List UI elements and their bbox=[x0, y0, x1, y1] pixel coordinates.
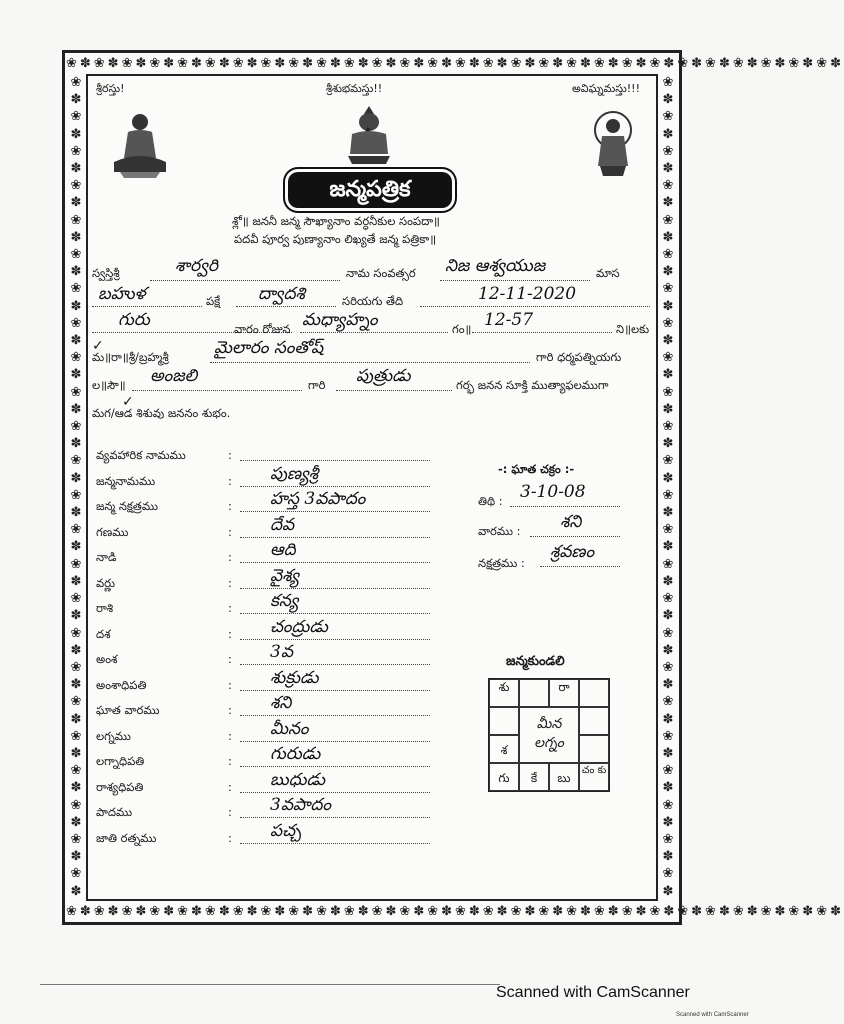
paksha-value: బహుళ bbox=[98, 284, 146, 304]
mother-mid: గారి bbox=[308, 378, 326, 392]
document-title: జన్మపత్రిక bbox=[288, 172, 452, 208]
detail-label: రాశ్యధిపతి bbox=[96, 779, 144, 794]
ghata-nakshatra-label: నక్షత్రము : bbox=[478, 556, 525, 570]
shloka-line-2: పదవీ పూర్వ పుణ్యానాం లిఖ్యతే జన్మ పత్రికా॥ bbox=[234, 232, 437, 246]
detail-line bbox=[240, 639, 430, 640]
sage-deity-icon bbox=[110, 110, 170, 180]
kundali-center bbox=[519, 707, 579, 763]
kundali-cell: శ bbox=[489, 735, 519, 763]
detail-line bbox=[240, 588, 430, 589]
left-blessing: శ్రీరస్తు! bbox=[96, 82, 125, 95]
detail-colon: : bbox=[228, 652, 232, 666]
detail-colon: : bbox=[228, 703, 232, 717]
kundali-cell: కే bbox=[519, 763, 549, 791]
paksha-label: పక్షే bbox=[206, 294, 221, 308]
detail-line bbox=[240, 690, 430, 691]
ganta-label: గం॥ bbox=[452, 322, 472, 336]
masa-line bbox=[440, 280, 590, 281]
ghata-heading: -: ఘాత చక్రం :- bbox=[498, 462, 575, 476]
scanner-watermark: Scanned with CamScanner bbox=[496, 984, 690, 1001]
detail-colon: : bbox=[228, 499, 232, 513]
ghata-vara-line bbox=[530, 536, 620, 537]
top-ornament-band: ❀✽❀✽❀✽❀✽❀✽❀✽❀✽❀✽❀✽❀✽❀✽❀✽❀✽❀✽❀✽❀✽❀✽❀✽❀✽❀✽❀✽❀✽❀✽❀✽❀✽❀✽❀✽❀✽ bbox=[66, 56, 844, 71]
detail-value: శుక్రుడు bbox=[270, 667, 319, 688]
detail-line bbox=[240, 537, 430, 538]
detail-line bbox=[240, 843, 430, 844]
ghata-vara-value: శని bbox=[560, 512, 582, 532]
ghata-vara-label: వారము : bbox=[478, 524, 521, 538]
kundali-heading: జన్మకుండలి bbox=[506, 654, 565, 669]
samvatsara-label: నామ సంవత్సర bbox=[346, 266, 416, 280]
kundali-cell bbox=[579, 735, 609, 763]
vara-label: వారం రోజున bbox=[234, 322, 291, 336]
detail-value: ఆది bbox=[270, 540, 296, 560]
kundali-cell: చం కు bbox=[579, 763, 609, 791]
detail-colon: : bbox=[228, 728, 232, 743]
kundali-cell bbox=[579, 679, 609, 707]
tithi-value: ద్వాదశి bbox=[258, 284, 305, 304]
time-value: 12-57 bbox=[484, 310, 534, 330]
child-line bbox=[336, 390, 452, 391]
goddess-icon bbox=[590, 110, 636, 178]
detail-value: వైశ్య bbox=[270, 565, 300, 586]
masa-value: నిజ ఆశ్వయుజ bbox=[445, 256, 546, 276]
detail-label: లగ్నము bbox=[96, 728, 131, 743]
detail-colon: : bbox=[228, 677, 232, 692]
detail-value: మీనం bbox=[270, 718, 309, 739]
detail-label: పాదము bbox=[96, 805, 133, 819]
kundali-cell: గు bbox=[489, 763, 519, 791]
swasti-label: స్వస్తిశ్రీ bbox=[92, 266, 120, 280]
detail-value: కన్య bbox=[270, 591, 299, 611]
left-ornament-band: ❀ ✽ ❀ ✽ ❀ ✽ ❀ ✽ ❀ ✽ ❀ ✽ ❀ ✽ ❀ ✽ ❀ ✽ ❀ ✽ ❀ ✽ ❀ ✽ ❀ ✽ ❀ ✽ ❀ ✽ ❀ ✽ ❀ ✽ ❀ ✽ ❀ ✽ ❀ ✽ ❀ ✽ ❀ ✽ ❀ ✽ ❀ ✽ bbox=[70, 75, 82, 899]
kundali-cell bbox=[579, 707, 609, 735]
closing-line: మగ/ఆడ శిశువు జననం శుభం. bbox=[92, 406, 231, 420]
detail-value: బుధుడు bbox=[270, 769, 325, 790]
check-mark-icon: ✓ bbox=[122, 394, 134, 410]
detail-label: గణము bbox=[96, 524, 129, 539]
kundali-cell bbox=[489, 707, 519, 735]
father-line bbox=[210, 362, 530, 363]
detail-label: వర్ణు bbox=[96, 575, 115, 590]
detail-line bbox=[240, 766, 430, 767]
time-line bbox=[472, 332, 612, 333]
detail-label: వ్యవహారిక నామము bbox=[96, 448, 186, 462]
bottom-ornament-band: ❀✽❀✽❀✽❀✽❀✽❀✽❀✽❀✽❀✽❀✽❀✽❀✽❀✽❀✽❀✽❀✽❀✽❀✽❀✽❀✽❀✽❀✽❀✽❀✽❀✽❀✽❀✽❀✽ bbox=[66, 904, 844, 919]
detail-label: దశ bbox=[96, 626, 111, 641]
detail-value: చంద్రుడు bbox=[270, 616, 328, 637]
detail-label: రాశి bbox=[96, 601, 114, 615]
check-mark-icon: ✓ bbox=[92, 338, 104, 354]
mother-suffix: గర్భ జనన సూక్తి ముత్యాఫలముగా bbox=[456, 378, 609, 392]
right-ornament-band: ❀ ✽ ❀ ✽ ❀ ✽ ❀ ✽ ❀ ✽ ❀ ✽ ❀ ✽ ❀ ✽ ❀ ✽ ❀ ✽ ❀ ✽ ❀ ✽ ❀ ✽ ❀ ✽ ❀ ✽ ❀ ✽ ❀ ✽ ❀ ✽ ❀ ✽ ❀ ✽ ❀ ✽ ❀ ✽ ❀ ✽ ❀ ✽ bbox=[662, 75, 674, 899]
vara-value: గురు bbox=[118, 310, 150, 330]
detail-value: శని bbox=[270, 693, 292, 713]
detail-value: 3వపాదం bbox=[270, 795, 332, 815]
samvatsara-line bbox=[150, 280, 340, 281]
detail-colon: : bbox=[228, 550, 232, 564]
time-of-day-value: మధ్యాహ్నం bbox=[302, 310, 378, 330]
date-label: సరియగు తేది bbox=[342, 294, 404, 308]
detail-line bbox=[240, 715, 430, 716]
scanner-watermark-small: Scanned with CamScanner bbox=[676, 1012, 749, 1018]
detail-value: హస్త 3వపాదం bbox=[270, 489, 366, 509]
detail-colon: : bbox=[228, 448, 232, 462]
detail-colon: : bbox=[228, 473, 232, 488]
detail-value: గురుడు bbox=[270, 744, 321, 764]
father-value: మైలారం సంతోష్ bbox=[214, 338, 324, 358]
father-prefix: మ॥రా॥శ్రీ/బ్రహ్మశ్రీ bbox=[92, 350, 169, 364]
detail-label: జన్మ నక్షత్రము bbox=[96, 499, 159, 513]
mother-prefix: ల॥సౌ॥ bbox=[92, 378, 126, 392]
detail-colon: : bbox=[228, 830, 232, 845]
detail-label: అంశ bbox=[96, 652, 118, 666]
center-blessing: శ్రీశుభమస్తు!! bbox=[326, 82, 383, 95]
father-suffix: గారి ధర్మపత్నియగు bbox=[536, 350, 622, 364]
detail-line bbox=[240, 792, 430, 793]
kundali-cell: బు bbox=[549, 763, 579, 791]
detail-label: జాతి రత్నము bbox=[96, 830, 157, 845]
detail-value: 3వ bbox=[270, 642, 293, 662]
right-blessing: అవిఘ్నమస్తు!!! bbox=[572, 82, 640, 95]
shloka-line-1: శ్లో॥ జననీ జన్మ సౌఖ్యానాం వర్ధనీకుల సంపదా॥ bbox=[232, 214, 440, 228]
detail-label: జన్మనామము bbox=[96, 473, 156, 488]
detail-line bbox=[240, 817, 430, 818]
detail-colon: : bbox=[228, 601, 232, 615]
detail-colon: : bbox=[228, 754, 232, 768]
kundali-center-line-2: లగ్నం bbox=[534, 735, 564, 751]
kundali-cell: రా bbox=[549, 679, 579, 707]
detail-value: పుణ్యశ్రీ bbox=[270, 463, 319, 484]
detail-line bbox=[240, 562, 430, 563]
kundali-center-line-1: మీన bbox=[536, 716, 562, 732]
ganesha-icon bbox=[344, 104, 394, 166]
ghata-nakshatra-value: శ్రవణం bbox=[550, 542, 595, 562]
child-value: పుత్రుడు bbox=[356, 366, 411, 386]
detail-line bbox=[240, 460, 430, 461]
nimi-label: ని॥లకు bbox=[616, 322, 650, 336]
detail-value: దేవ bbox=[270, 514, 295, 535]
detail-line bbox=[240, 613, 430, 614]
date-value: 12-11-2020 bbox=[478, 284, 577, 304]
detail-line bbox=[240, 486, 430, 487]
detail-label: నాడి bbox=[96, 550, 117, 564]
detail-label: లగ్నాధిపతి bbox=[96, 754, 145, 768]
kundali-cell bbox=[519, 679, 549, 707]
detail-colon: : bbox=[228, 575, 232, 590]
detail-label: అంశాధిపతి bbox=[96, 677, 147, 692]
ghata-tithi-label: తిథి : bbox=[478, 494, 503, 508]
detail-line bbox=[240, 664, 430, 665]
ghata-tithi-line bbox=[510, 506, 620, 507]
detail-colon: : bbox=[228, 626, 232, 641]
detail-colon: : bbox=[228, 524, 232, 539]
detail-colon: : bbox=[228, 779, 232, 794]
kundali-cell: శు bbox=[489, 679, 519, 707]
mother-line bbox=[132, 390, 302, 391]
kundali-grid bbox=[488, 678, 610, 792]
date-line bbox=[420, 306, 650, 307]
masa-label: మాస bbox=[596, 266, 620, 280]
detail-label: ఘాత వారము bbox=[96, 703, 160, 717]
samvatsara-value: శార్వరి bbox=[175, 256, 218, 276]
detail-line bbox=[240, 741, 430, 742]
ghata-tithi-value: 3-10-08 bbox=[520, 482, 586, 502]
mother-value: అంజలి bbox=[150, 366, 198, 386]
detail-colon: : bbox=[228, 805, 232, 819]
footer-divider bbox=[40, 984, 500, 985]
ghata-nakshatra-line bbox=[540, 566, 620, 567]
detail-value: పచ్చ bbox=[270, 820, 302, 841]
